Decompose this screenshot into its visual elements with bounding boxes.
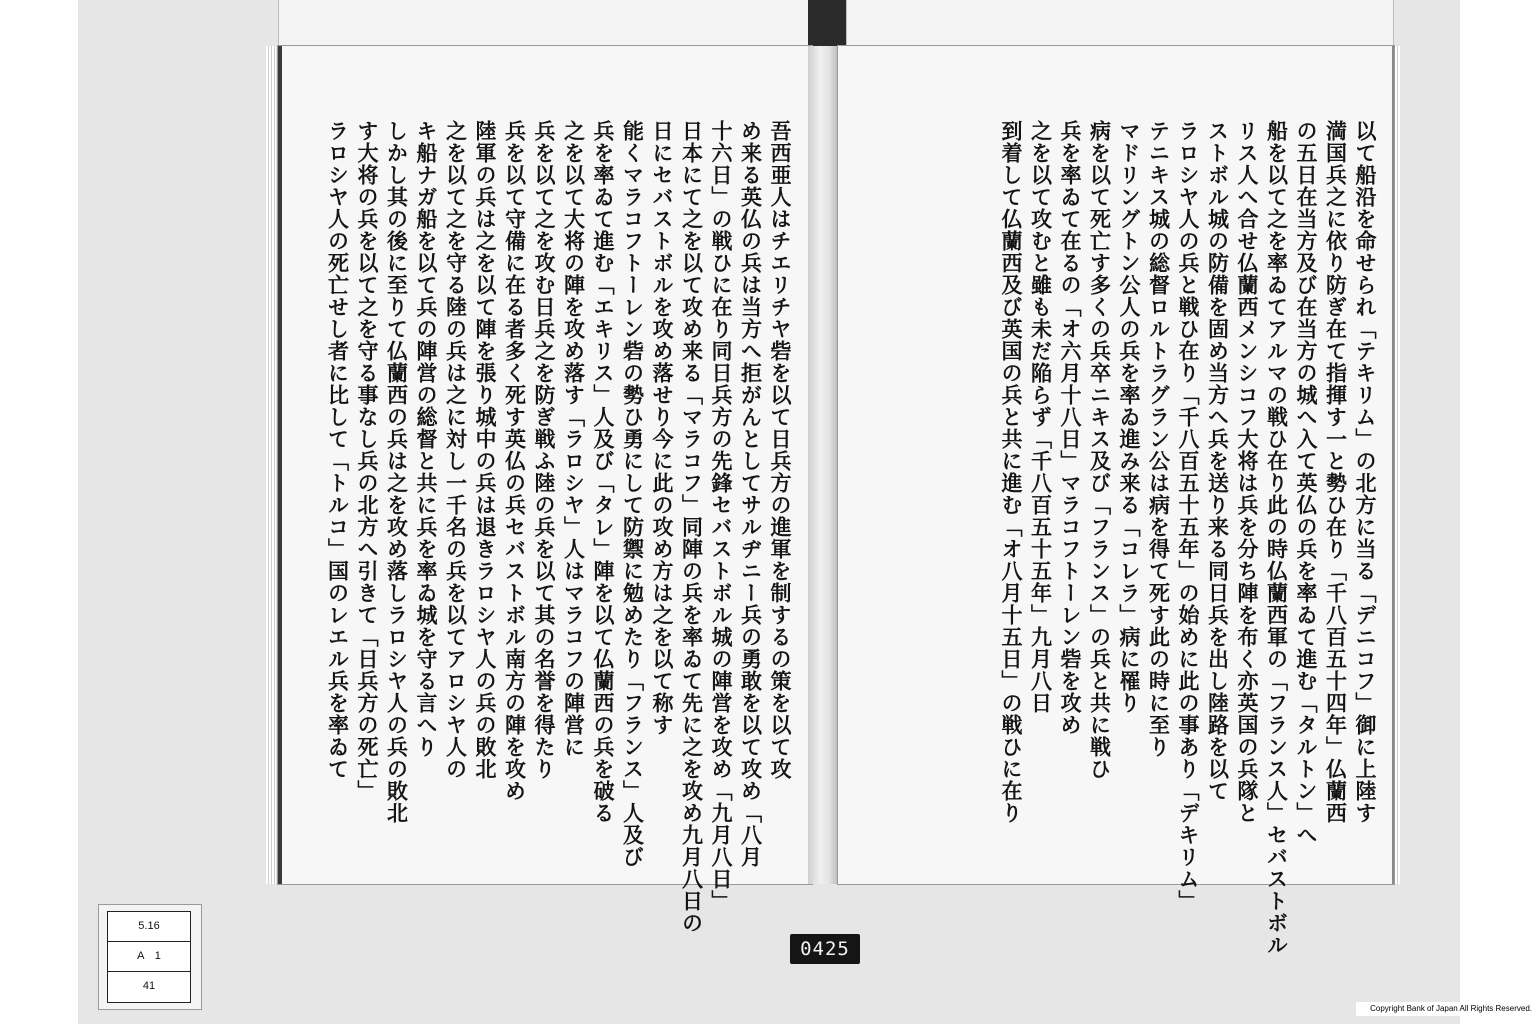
text-column: リス人へ合せ仏蘭西メンシコフ大将は兵を分ち陣を布く亦英国の兵隊と xyxy=(1235,120,1260,824)
text-column: 到着して仏蘭西及び英国の兵と共に進む「オ八月十五日」の戦ひに在り xyxy=(999,120,1024,824)
text-column: 以て船沿を命せられ「テキリム」の北方に当る「デニコフ」御に上陸す xyxy=(1353,120,1378,824)
text-column: 陸軍の兵は之を以て陣を張り城中の兵は退きラロシヤ人の兵の敗北 xyxy=(473,120,498,780)
page-edge-left xyxy=(266,46,276,884)
text-column: 日にセバストボルを攻め落せり今に此の攻め方は之を以て称す xyxy=(650,120,675,736)
text-column: 十六日」の戦ひに在り同日兵方の先鋒セバストボル城の陣営を攻め「九月八日」 xyxy=(709,120,734,912)
text-column: の五日在当方及び在当方の城へ入て英仏の兵を率ゐて進む「タルトン」へ xyxy=(1294,120,1319,846)
text-column: 能くマラコフトーレン砦の勢ひ勇にして防禦に勉めたり「フランス」人及び xyxy=(620,120,646,868)
text-column: 吾西亜人はチエリチヤ砦を以て日兵方の進軍を制するの策を以て攻 xyxy=(768,120,793,780)
book-spine xyxy=(808,0,846,46)
text-column: ラロシヤ人の兵と戦ひ在り「千八百五十五年」の始めに此の事あり「デキリム」 xyxy=(1176,120,1201,912)
catalog-label-row: 41 xyxy=(142,980,156,992)
left-page-text xyxy=(305,120,795,934)
text-column: 船を以て之を率ゐてアルマの戦ひ在り此の時仏蘭西軍の「フランス人」セバストボル xyxy=(1264,120,1290,956)
text-column: ラロシヤ人の死亡せし者に比して「トルコ」国のレエル兵を率ゐて xyxy=(325,120,351,780)
text-column: マドリングトン公人の兵を率ゐ進み来る「コレラ」病に罹り xyxy=(1117,120,1142,714)
top-strip-left xyxy=(278,0,810,46)
text-column: 兵を以て之を攻む日兵之を防ぎ戦ふ陸の兵を以て其の名誉を得たり xyxy=(532,120,557,780)
text-column: キ船ナガ船を以て兵の陣営の総督と共に兵を率ゐ城を守る言へり xyxy=(414,120,439,758)
text-column: 兵を率ゐて在るの「オ六月十八日」マラコフトーレン砦を攻め xyxy=(1058,120,1083,736)
book-gutter xyxy=(808,46,838,884)
text-column: テニキス城の総督ロルトラグラン公は病を得て死す此の時に至り xyxy=(1146,120,1172,758)
text-column: しかし其の後に至りて仏蘭西の兵は之を攻め落しラロシヤ人の兵の敗北 xyxy=(384,120,410,824)
text-column: め来る英仏の兵は当方へ拒がんとしてサルヂニー兵の勇敢を以て攻め「八月 xyxy=(738,120,764,868)
catalog-label-row: A 1 xyxy=(108,942,190,972)
catalog-label-table xyxy=(107,911,191,1003)
text-column: 日本にて之を以て攻め来る「マラコフ」同陣の兵を率ゐて先に之を攻め九月八日の xyxy=(679,120,705,934)
catalog-label-row: 5.16 xyxy=(108,912,190,942)
text-column: 満国兵之に依り防ぎ在て指揮す一と勢ひ在り「千八百五十四年」仏蘭西 xyxy=(1323,120,1349,824)
text-column: 之を以て之を守る陸の兵は之に対し一千名の兵を以てアロシヤ人の xyxy=(443,120,469,780)
text-column: 病を以て死亡す多くの兵卒ニキス及び「フランス」の兵と共に戦ひ xyxy=(1087,120,1113,780)
copyright-notice: Copyright Bank of Japan All Rights Reserved. xyxy=(1356,1002,1532,1016)
text-column: ストボル城の防備を固め当方へ兵を送り来る同日兵を出し陸路を以て xyxy=(1205,120,1231,802)
frame-number: 0425 xyxy=(790,934,860,964)
text-column: 之を以て大将の陣を攻め落す「ラロシヤ」人はマラコフの陣営に xyxy=(561,120,587,758)
text-column: す大将の兵を以て之を守る事なし兵の北方へ引きて「日兵方の死亡」 xyxy=(355,120,380,802)
catalog-label xyxy=(98,904,202,1010)
text-column: 兵を以て守備に在る者多く死す英仏の兵セバストボル南方の陣を攻め xyxy=(502,120,528,802)
text-column: 之を以て攻むと雖も未だ陥らず「千八百五十五年」九月八日 xyxy=(1028,120,1054,714)
top-strip-right xyxy=(846,0,1394,46)
right-page-text xyxy=(860,120,1380,956)
text-column: 兵を率ゐて進む「エキリス」人及び「タレ」陣を以て仏蘭西の兵を破る xyxy=(591,120,616,824)
